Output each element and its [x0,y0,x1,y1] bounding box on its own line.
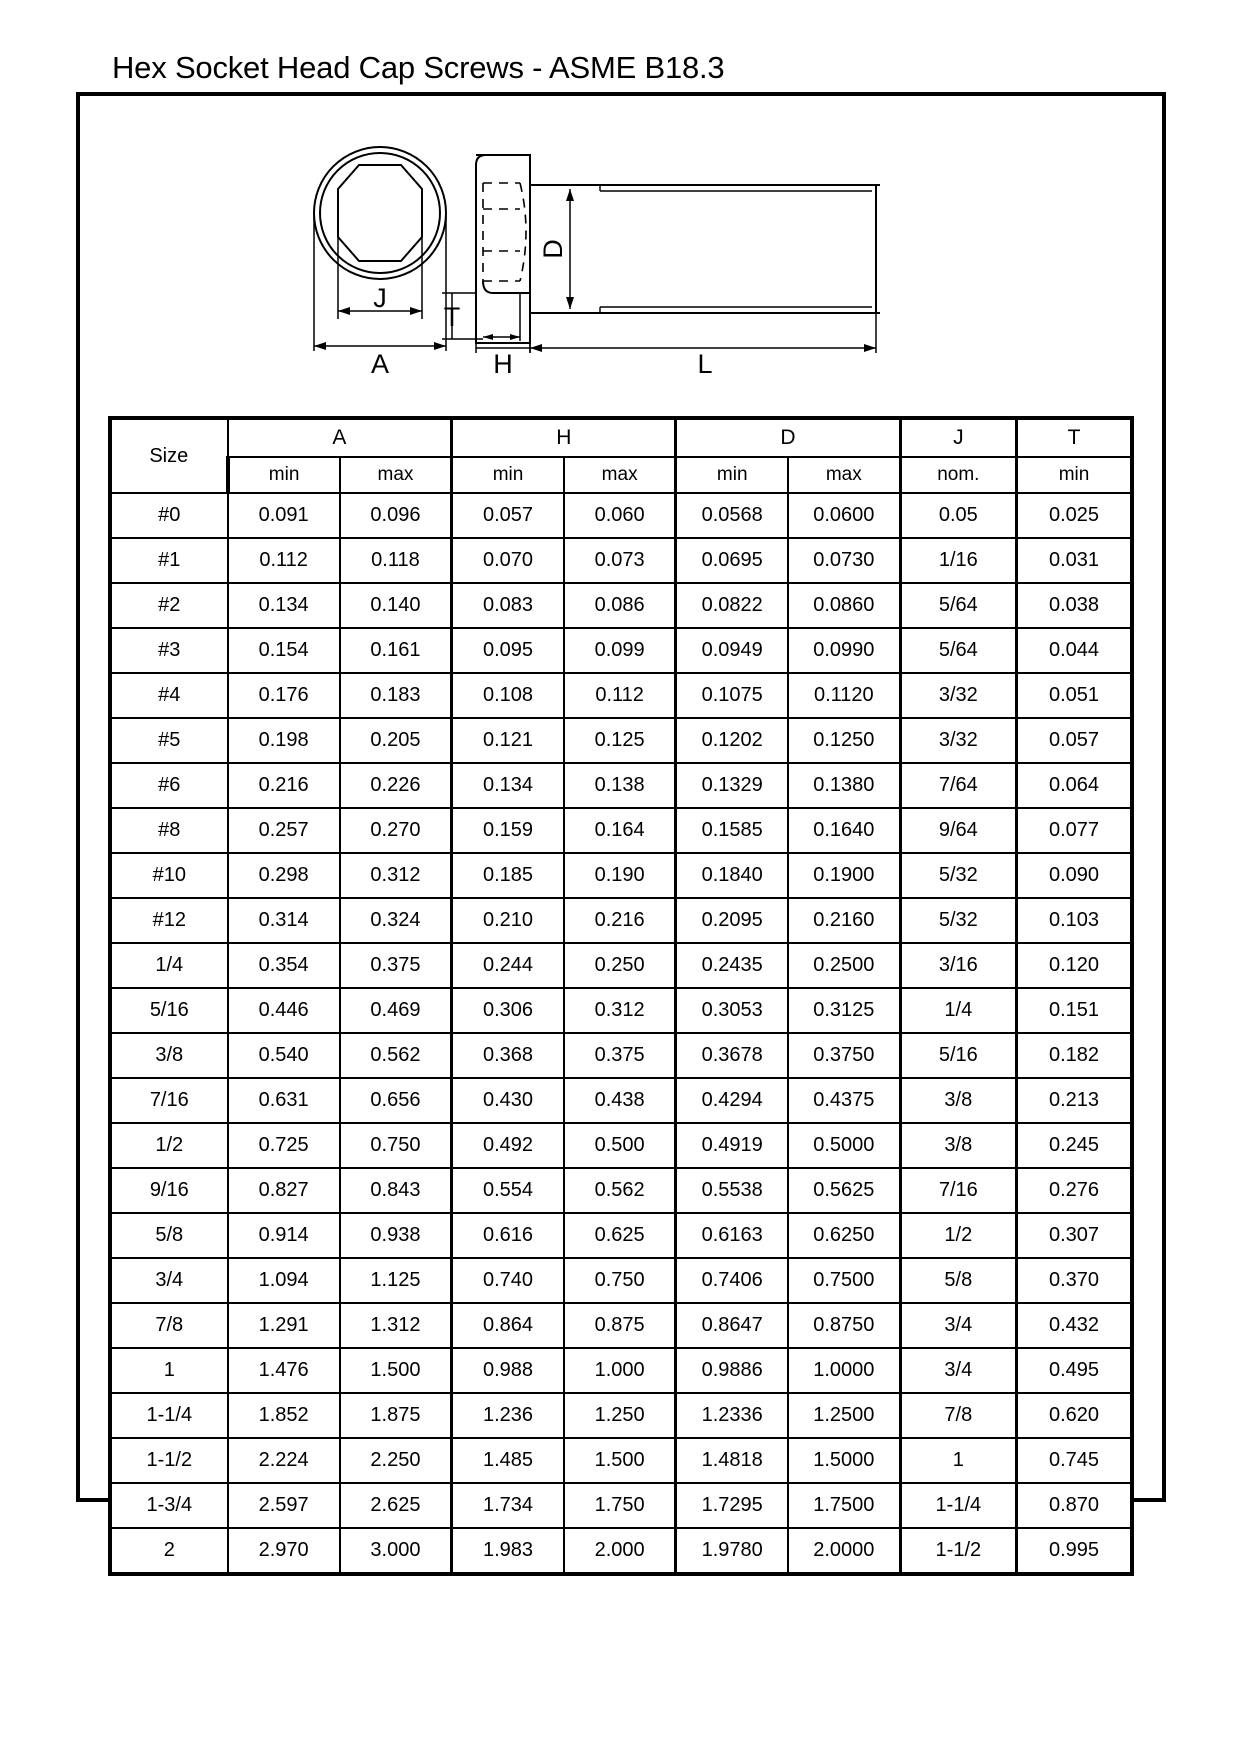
cell-value: 0.4294 [676,1078,788,1123]
a-arrow-left [314,342,326,350]
cell-value: 0.091 [228,493,340,538]
cell-value: 0.138 [564,763,676,808]
cell-value: 1/16 [900,538,1016,583]
cell-value: 0.938 [340,1213,452,1258]
cell-value: 0.495 [1017,1348,1132,1393]
cell-value: 0.430 [452,1078,564,1123]
cell-value: 0.312 [340,853,452,898]
subheader-j-nom: nom. [900,457,1016,493]
cell-value: 0.1900 [788,853,900,898]
table-row [110,718,1132,763]
cell-value: 5/32 [900,853,1016,898]
cell-value: 0.051 [1017,673,1132,718]
cell-value: 2.000 [564,1528,676,1574]
cell-size: 1/2 [110,1123,228,1168]
cell-value: 0.1202 [676,718,788,763]
cell-value: 1.500 [564,1438,676,1483]
cell-value: 0.1585 [676,808,788,853]
subheader-a-max: max [340,457,452,493]
dimension-label-h: H [493,349,513,376]
cell-value: 1.2500 [788,1393,900,1438]
cell-value: 1.7295 [676,1483,788,1528]
cell-size: 3/4 [110,1258,228,1303]
cell-value: 0.540 [228,1033,340,1078]
cell-value: 0.134 [228,583,340,628]
cell-value: 0.161 [340,628,452,673]
cell-value: 0.469 [340,988,452,1033]
dimension-label-j: J [373,283,387,313]
cell-size: #2 [110,583,228,628]
cell-value: 0.151 [1017,988,1132,1033]
d-arrow-bottom [566,297,574,309]
cell-value: 0.324 [340,898,452,943]
header-row-groups [110,418,1132,457]
cell-value: 0.213 [1017,1078,1132,1123]
table-head [110,418,1132,493]
l-arrow-left [530,344,542,352]
t-arrow-right [510,334,520,340]
a-arrow-right [434,342,446,350]
cell-value: 1.2336 [676,1393,788,1438]
cell-value: 0.044 [1017,628,1132,673]
table-row [110,628,1132,673]
cell-value: 0.120 [1017,943,1132,988]
column-header-d: D [676,418,900,457]
cell-value: 0.244 [452,943,564,988]
subheader-d-max: max [788,457,900,493]
cell-value: 3/32 [900,718,1016,763]
cell-value: 1.875 [340,1393,452,1438]
cell-value: 3/8 [900,1123,1016,1168]
cell-value: 0.5538 [676,1168,788,1213]
subheader-a-min: min [228,457,340,493]
cell-value: 0.0822 [676,583,788,628]
cell-value: 0.4919 [676,1123,788,1168]
cell-value: 1.7500 [788,1483,900,1528]
cell-value: 0.1640 [788,808,900,853]
cell-value: 0.1075 [676,673,788,718]
cell-value: 0.1380 [788,763,900,808]
dimension-label-l: L [697,349,713,376]
table-body [110,493,1132,1574]
cell-value: 1.4818 [676,1438,788,1483]
column-header-j: J [900,418,1016,457]
cell-value: 0.7406 [676,1258,788,1303]
cell-value: 0.375 [564,1033,676,1078]
cell-value: 0.182 [1017,1033,1132,1078]
socket-bottom [483,281,530,293]
table-row [110,1483,1132,1528]
t-arrow-left [483,334,493,340]
cell-value: 3/32 [900,673,1016,718]
cell-size: #0 [110,493,228,538]
cell-value: 0.562 [564,1168,676,1213]
cell-value: 0.864 [452,1303,564,1348]
column-header-h: H [452,418,676,457]
d-arrow-top [566,189,574,201]
cell-value: 0.1250 [788,718,900,763]
cell-value: 2.0000 [788,1528,900,1574]
cell-value: 0.554 [452,1168,564,1213]
cell-value: 1/2 [900,1213,1016,1258]
cell-value: 1 [900,1438,1016,1483]
table-row [110,673,1132,718]
cell-value: 0.740 [452,1258,564,1303]
cell-value: 1.9780 [676,1528,788,1574]
cell-value: 1.291 [228,1303,340,1348]
column-header-a: A [228,418,452,457]
screw-diagram [280,141,900,376]
cell-value: 0.354 [228,943,340,988]
page-title: Hex Socket Head Cap Screws - ASME B18.3 [112,50,725,85]
column-header-size: Size [110,418,228,493]
cell-value: 0.140 [340,583,452,628]
cell-value: 0.270 [340,808,452,853]
cell-value: 0.1329 [676,763,788,808]
cell-value: 5/8 [900,1258,1016,1303]
cell-value: 0.306 [452,988,564,1033]
cell-value: 0.060 [564,493,676,538]
table-row [110,583,1132,628]
cell-value: 1/4 [900,988,1016,1033]
cell-value: 0.095 [452,628,564,673]
column-header-t: T [1017,418,1132,457]
table-row [110,1348,1132,1393]
table-row [110,1303,1132,1348]
cell-value: 1.485 [452,1438,564,1483]
cell-value: 0.370 [1017,1258,1132,1303]
cell-value: 0.031 [1017,538,1132,583]
cell-size: 5/16 [110,988,228,1033]
cell-value: 0.2435 [676,943,788,988]
cell-size: 1 [110,1348,228,1393]
head-outer-circle [314,147,446,279]
cell-value: 0.250 [564,943,676,988]
spec-table-container [108,416,1134,1576]
cell-size: 1-3/4 [110,1483,228,1528]
l-arrow-right [864,344,876,352]
cell-size: 1/4 [110,943,228,988]
cell-value: 0.875 [564,1303,676,1348]
cell-size: 9/16 [110,1168,228,1213]
dimension-label-d: D [538,239,568,259]
cell-value: 0.438 [564,1078,676,1123]
cell-value: 1.312 [340,1303,452,1348]
cell-value: 0.090 [1017,853,1132,898]
cell-value: 0.159 [452,808,564,853]
cell-value: 1.094 [228,1258,340,1303]
cell-value: 0.368 [452,1033,564,1078]
cell-value: 0.083 [452,583,564,628]
cell-value: 0.190 [564,853,676,898]
cell-value: 0.118 [340,538,452,583]
cell-value: 0.073 [564,538,676,583]
cell-value: 0.745 [1017,1438,1132,1483]
spec-table [108,416,1134,1576]
cell-value: 7/8 [900,1393,1016,1438]
socket-hidden-arc [520,183,526,281]
j-arrow-left [338,307,350,315]
cell-value: 3/8 [900,1078,1016,1123]
cell-value: 0.914 [228,1213,340,1258]
cell-value: 1.5000 [788,1438,900,1483]
subheader-d-min: min [676,457,788,493]
cell-size: #5 [110,718,228,763]
cell-value: 0.112 [228,538,340,583]
cell-size: #6 [110,763,228,808]
table-row [110,853,1132,898]
subheader-h-min: min [452,457,564,493]
cell-value: 1.125 [340,1258,452,1303]
cell-value: 0.276 [1017,1168,1132,1213]
cell-value: 0.183 [340,673,452,718]
dimension-label-t: T [443,302,461,332]
cell-value: 0.096 [340,493,452,538]
cell-value: 1-1/4 [900,1483,1016,1528]
cell-value: 0.8750 [788,1303,900,1348]
cell-value: 3/16 [900,943,1016,988]
table-row [110,1213,1132,1258]
table-row [110,493,1132,538]
cell-value: 0.1120 [788,673,900,718]
table-row [110,1078,1132,1123]
cell-value: 0.176 [228,673,340,718]
cell-value: 0.995 [1017,1528,1132,1574]
cell-value: 9/64 [900,808,1016,853]
cell-value: 1.983 [452,1528,564,1574]
cell-value: 0.620 [1017,1393,1132,1438]
cell-value: 0.616 [452,1213,564,1258]
cell-value: 2.224 [228,1438,340,1483]
cell-value: 0.750 [340,1123,452,1168]
cell-value: 0.5625 [788,1168,900,1213]
cell-value: 0.198 [228,718,340,763]
cell-value: 0.988 [452,1348,564,1393]
cell-value: 2.970 [228,1528,340,1574]
cell-value: 0.112 [564,673,676,718]
cell-value: 0.134 [452,763,564,808]
cell-value: 7/64 [900,763,1016,808]
cell-value: 0.125 [564,718,676,763]
cell-value: 0.446 [228,988,340,1033]
cell-value: 0.257 [228,808,340,853]
cell-value: 0.5000 [788,1123,900,1168]
cell-value: 0.2160 [788,898,900,943]
cell-value: 0.750 [564,1258,676,1303]
cell-value: 3/4 [900,1303,1016,1348]
cell-value: 2.625 [340,1483,452,1528]
cell-value: 0.0990 [788,628,900,673]
cell-size: #8 [110,808,228,853]
cell-value: 0.154 [228,628,340,673]
hex-socket-outline [338,165,422,261]
cell-value: 2.250 [340,1438,452,1483]
cell-value: 0.827 [228,1168,340,1213]
cell-value: 0.656 [340,1078,452,1123]
cell-value: 0.6250 [788,1213,900,1258]
cell-value: 0.3678 [676,1033,788,1078]
cell-value: 0.245 [1017,1123,1132,1168]
table-row [110,1438,1132,1483]
cell-value: 0.631 [228,1078,340,1123]
cell-value: 0.500 [564,1123,676,1168]
cell-value: 0.8647 [676,1303,788,1348]
table-row [110,1393,1132,1438]
cell-value: 3/4 [900,1348,1016,1393]
cell-value: 0.3125 [788,988,900,1033]
cell-size: 1-1/4 [110,1393,228,1438]
cell-value: 0.312 [564,988,676,1033]
cell-size: #4 [110,673,228,718]
table-row [110,1033,1132,1078]
cell-value: 1.500 [340,1348,452,1393]
table-row [110,538,1132,583]
cell-value: 0.0568 [676,493,788,538]
table-row [110,1258,1132,1303]
table-row [110,943,1132,988]
cell-value: 0.064 [1017,763,1132,808]
cell-value: 0.185 [452,853,564,898]
cell-value: 0.843 [340,1168,452,1213]
table-row [110,1123,1132,1168]
table-row [110,808,1132,853]
cell-value: 0.216 [228,763,340,808]
cell-value: 0.3053 [676,988,788,1033]
cell-size: 3/8 [110,1033,228,1078]
cell-size: 7/8 [110,1303,228,1348]
cell-value: 0.099 [564,628,676,673]
cell-value: 0.1840 [676,853,788,898]
cell-value: 0.298 [228,853,340,898]
cell-value: 0.038 [1017,583,1132,628]
cell-value: 0.4375 [788,1078,900,1123]
cell-size: 1-1/2 [110,1438,228,1483]
subheader-h-max: max [564,457,676,493]
cell-value: 0.3750 [788,1033,900,1078]
cell-value: 0.077 [1017,808,1132,853]
table-row [110,1528,1132,1574]
table-row [110,763,1132,808]
table-row [110,1168,1132,1213]
cell-value: 2.597 [228,1483,340,1528]
cell-value: 0.070 [452,538,564,583]
cell-value: 1.734 [452,1483,564,1528]
cell-value: 0.625 [564,1213,676,1258]
cell-value: 0.307 [1017,1213,1132,1258]
cell-value: 5/64 [900,583,1016,628]
cell-value: 0.0949 [676,628,788,673]
cell-size: #1 [110,538,228,583]
cell-value: 7/16 [900,1168,1016,1213]
cell-value: 0.121 [452,718,564,763]
cell-value: 0.103 [1017,898,1132,943]
cell-value: 0.2095 [676,898,788,943]
cell-value: 5/64 [900,628,1016,673]
cell-size: #10 [110,853,228,898]
cell-value: 1-1/2 [900,1528,1016,1574]
cell-value: 0.086 [564,583,676,628]
dimension-label-a: A [370,349,390,376]
cell-value: 0.0695 [676,538,788,583]
header-row-subheaders [110,457,1132,493]
cell-value: 0.562 [340,1033,452,1078]
cell-value: 0.0860 [788,583,900,628]
cell-size: #3 [110,628,228,673]
cell-value: 0.216 [564,898,676,943]
cell-size: 7/16 [110,1078,228,1123]
cell-value: 1.000 [564,1348,676,1393]
cell-value: 1.750 [564,1483,676,1528]
cell-value: 0.870 [1017,1483,1132,1528]
cell-value: 0.210 [452,898,564,943]
cell-value: 0.314 [228,898,340,943]
content-frame [76,92,1166,1561]
cell-value: 1.250 [564,1393,676,1438]
cell-value: 0.057 [1017,718,1132,763]
cell-value: 1.852 [228,1393,340,1438]
cell-value: 0.0730 [788,538,900,583]
cell-value: 0.432 [1017,1303,1132,1348]
cell-value: 1.236 [452,1393,564,1438]
cell-value: 0.2500 [788,943,900,988]
cell-value: 0.025 [1017,493,1132,538]
table-row [110,898,1132,943]
cell-value: 5/16 [900,1033,1016,1078]
cell-value: 1.0000 [788,1348,900,1393]
table-row [110,988,1132,1033]
cell-value: 0.375 [340,943,452,988]
cell-value: 0.0600 [788,493,900,538]
subheader-t-min: min [1017,457,1132,493]
j-arrow-right [410,307,422,315]
cell-value: 0.05 [900,493,1016,538]
cell-value: 3.000 [340,1528,452,1574]
cell-value: 0.725 [228,1123,340,1168]
cell-value: 0.6163 [676,1213,788,1258]
cell-value: 0.226 [340,763,452,808]
cell-value: 0.7500 [788,1258,900,1303]
cell-value: 0.9886 [676,1348,788,1393]
cell-size: #12 [110,898,228,943]
cell-value: 1.476 [228,1348,340,1393]
cell-value: 0.205 [340,718,452,763]
cell-size: 5/8 [110,1213,228,1258]
cell-value: 0.108 [452,673,564,718]
cell-value: 0.057 [452,493,564,538]
cell-value: 0.492 [452,1123,564,1168]
cell-size: 2 [110,1528,228,1574]
cell-value: 0.164 [564,808,676,853]
cell-value: 5/32 [900,898,1016,943]
